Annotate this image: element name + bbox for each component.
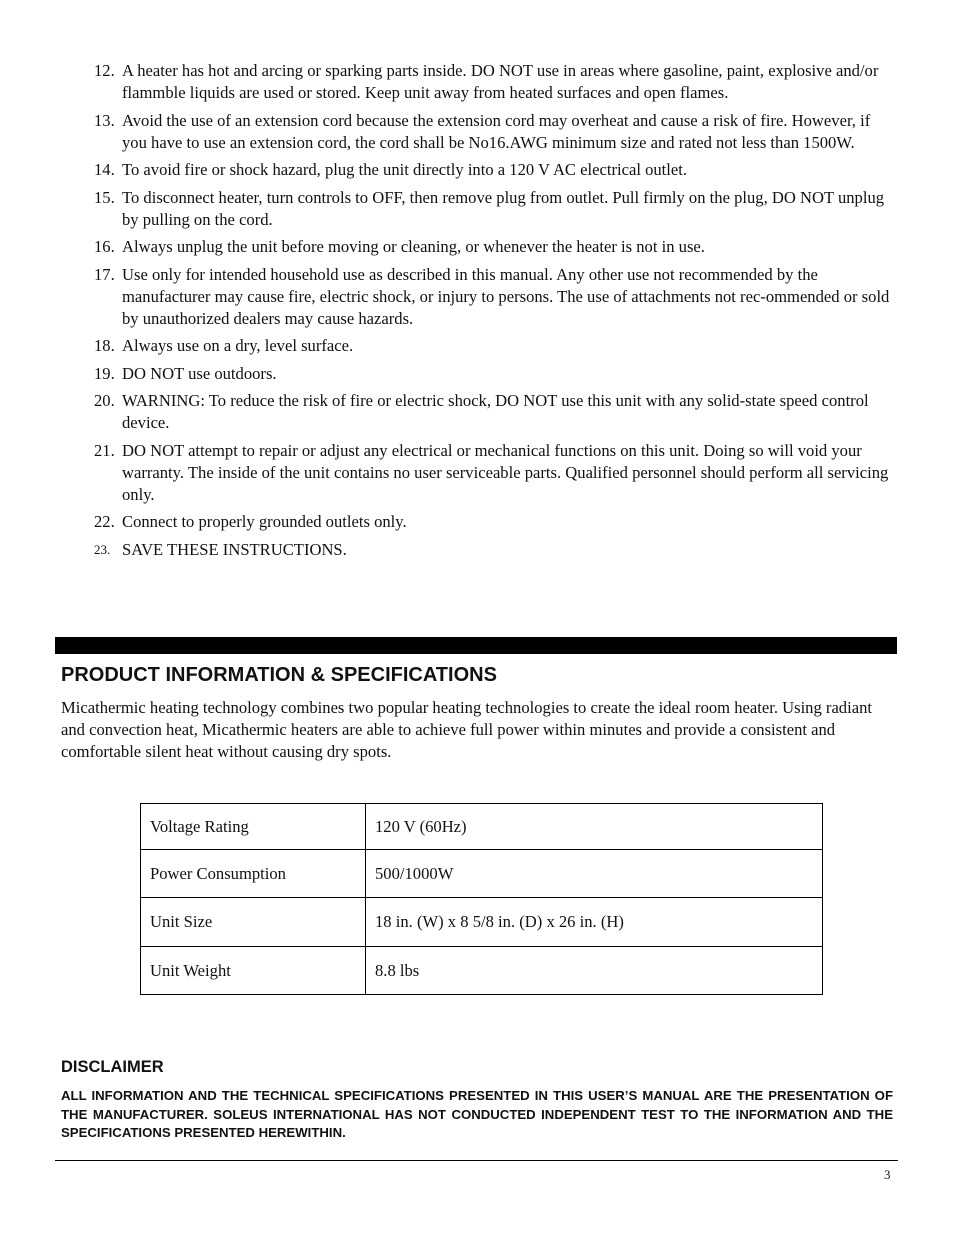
- footer-divider: [55, 1160, 898, 1161]
- item-number: 22.: [94, 512, 115, 531]
- spec-label: Unit Size: [141, 898, 366, 947]
- disclaimer-title: DISCLAIMER: [61, 1058, 164, 1076]
- spec-value: 120 V (60Hz): [366, 804, 823, 850]
- spec-value: 18 in. (W) x 8 5/8 in. (D) x 26 in. (H): [366, 898, 823, 947]
- item-text: Use only for intended household use as described in this manual. Any other use not recommended by the manufacturer may cause fire, electric shock, or injury to persons. The use of attachments not rec-ommended or sold by unauthorized dealers may cause hazards.: [122, 264, 890, 328]
- list-item: [94, 363, 894, 385]
- item-number: 13.: [94, 110, 115, 130]
- list-item: [94, 390, 894, 434]
- spec-label: Power Consumption: [141, 850, 366, 898]
- list-item: [94, 264, 894, 330]
- item-text: To disconnect heater, turn controls to OFF, then remove plug from outlet. Pull firmly on the plug, DO NOT unplug by pulling on the cord.: [122, 187, 885, 229]
- specifications-table: [140, 803, 823, 995]
- product-intro-paragraph: Micathermic heating technology combines two popular heating technologies to create the ideal room heater. Using radiant and convection heat, Micathermic heaters are able to achieve full power within minutes and provide a consistent and comfortable silent heat without causing dry spots.: [61, 698, 872, 761]
- section-title: PRODUCT INFORMATION & SPECIFICATIONS: [61, 664, 497, 686]
- list-item: [94, 187, 894, 231]
- item-number: 16.: [94, 237, 115, 256]
- spec-value: 8.8 lbs: [366, 947, 823, 995]
- item-text: Always unplug the unit before moving or cleaning, or whenever the heater is not in use.: [122, 237, 705, 256]
- item-number: 17.: [94, 264, 115, 284]
- item-text: A heater has hot and arcing or sparking parts inside. DO NOT use in areas where gasoline, paint, explosive and/or flammble liquids are used or stored. Keep unit away from heated surfaces and open flames.: [122, 61, 879, 102]
- item-text: Avoid the use of an extension cord because the extension cord may overheat and cause a risk of fire. However, if you have to use an extension cord, the cord shall be No16.AWG minimum size and rated not less than 1500W.: [122, 110, 871, 152]
- item-number: 19.: [94, 363, 115, 383]
- item-text: DO NOT attempt to repair or adjust any electrical or mechanical functions on this unit. Doing so will void your warranty. The inside of the unit contains no user serviceable parts. Qualified personnel should perform all servicing only.: [122, 440, 889, 504]
- table-row: [141, 850, 823, 898]
- item-text: SAVE THESE INSTRUCTIONS.: [122, 539, 347, 559]
- disclaimer-text: ALL INFORMATION AND THE TECHNICAL SPECIFICATIONS PRESENTED IN THIS USER’S MANUAL ARE THE PRESENTATION OF THE MANUFACTURER. SOLEUS INTERNATIONAL HAS NOT CONDUCTED INDEPENDENT TEST TO THE INFORMATION AND THE SPECIFICATIONS PRESENTED HEREWITHIN.: [61, 1088, 893, 1140]
- list-item: [94, 159, 894, 181]
- item-text: DO NOT use outdoors.: [122, 363, 277, 383]
- list-item: [94, 440, 894, 506]
- section-divider-bar: [55, 637, 897, 654]
- item-number: 15.: [94, 187, 115, 207]
- item-text: To avoid fire or shock hazard, plug the unit directly into a 120 V AC electrical outlet.: [122, 160, 688, 179]
- item-text: WARNING: To reduce the risk of fire or electric shock, DO NOT use this unit with any solid-state speed control device.: [122, 391, 869, 432]
- item-number: 21.: [94, 440, 115, 460]
- item-number: 12.: [94, 61, 115, 80]
- page-number: 3: [884, 1167, 891, 1182]
- safety-instructions-list: [94, 60, 894, 566]
- spec-value: 500/1000W: [366, 850, 823, 898]
- item-number: 23.: [94, 541, 111, 557]
- spec-label: Unit Weight: [141, 947, 366, 995]
- spec-label: Voltage Rating: [141, 804, 366, 850]
- list-item: [94, 539, 894, 561]
- table-row: [141, 898, 823, 947]
- list-item: [94, 335, 894, 357]
- list-item: [94, 60, 894, 104]
- table-row: [141, 804, 823, 850]
- item-number: 14.: [94, 160, 115, 179]
- table-row: [141, 947, 823, 995]
- list-item: [94, 236, 894, 258]
- item-number: 18.: [94, 336, 115, 355]
- item-text: Always use on a dry, level surface.: [122, 336, 354, 355]
- list-item: [94, 511, 894, 533]
- item-number: 20.: [94, 391, 115, 410]
- list-item: [94, 110, 894, 154]
- item-text: Connect to properly grounded outlets only.: [122, 512, 407, 531]
